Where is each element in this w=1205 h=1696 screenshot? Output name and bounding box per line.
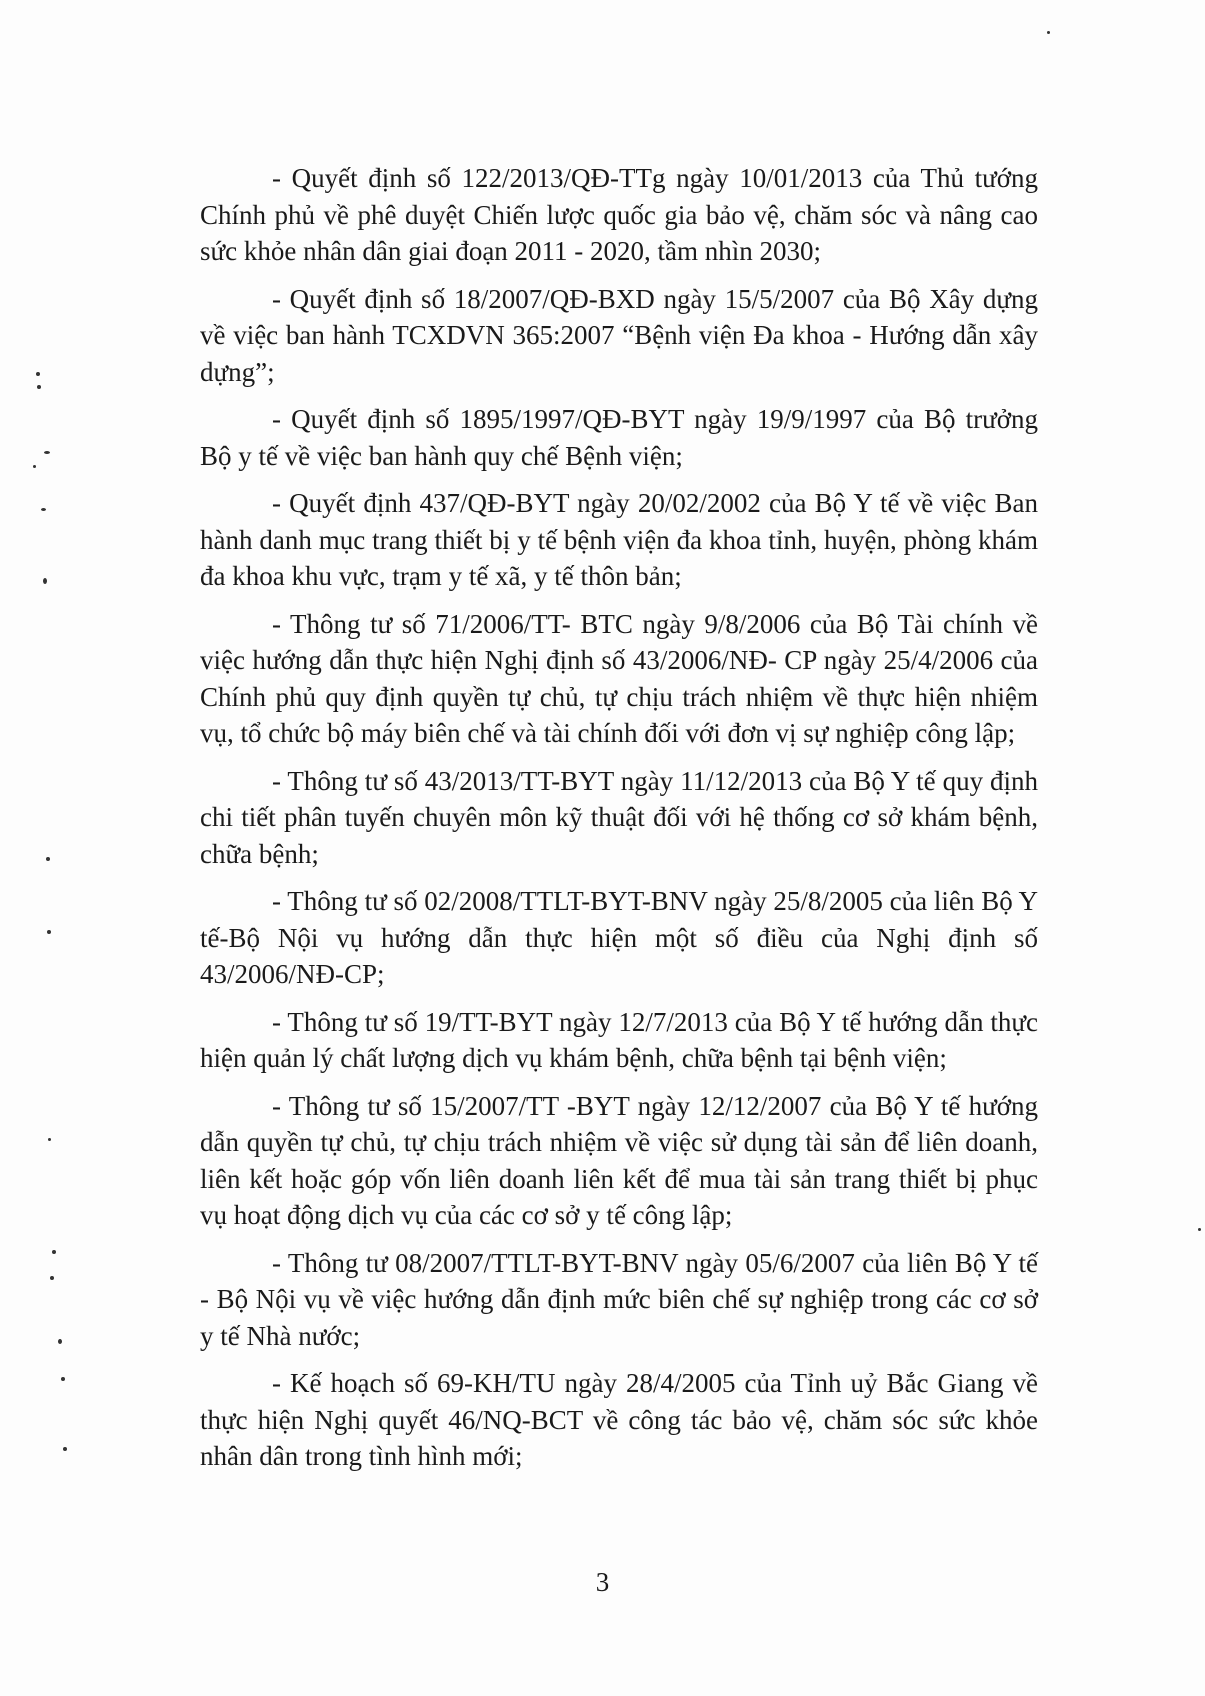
paragraph-tt-19: - Thông tư số 19/TT-BYT ngày 12/7/2013 của Bộ Y tế hướng dẫn thực hiện quản lý chất lượng dịch vụ khám bệnh, chữa bệnh tại bệnh viện; (200, 1006, 1038, 1073)
scan-speck (36, 372, 40, 376)
paragraph-tt-15-2007: - Thông tư số 15/2007/TT -BYT ngày 12/12/2007 của Bộ Y tế hướng dẫn quyền tự chủ, tự chịu trách nhiệm về việc sử dụng tài sản để liên doanh, liên kết hoặc góp vốn liên doanh liên kết để mua tài sản trang thiết bị phục vụ hoạt động dịch vụ của các cơ sở y tế công lập; (200, 1090, 1038, 1230)
scan-speck (37, 385, 41, 389)
scan-speck (61, 1377, 65, 1381)
scan-speck (63, 1447, 67, 1451)
paragraph-qd-437: - Quyết định 437/QĐ-BYT ngày 20/02/2002 của Bộ Y tế về việc Ban hành danh mục trang thiết bị y tế bệnh viện đa khoa tỉnh, huyện, phòng khám đa khoa khu vực, trạm y tế xã, y tế thôn bản; (200, 488, 1038, 591)
scan-speck (1198, 1228, 1201, 1231)
paragraph-qd-18-2007: - Quyết định số 18/2007/QĐ-BXD ngày 15/5/2007 của Bộ Xây dựng về việc ban hành TCXDVN 365:2007 “Bệnh viện Đa khoa - Hướng dẫn xây dựng”; (200, 283, 1038, 387)
scan-speck (47, 930, 51, 934)
paragraph-qd-1895-1997: - Quyết định số 1895/1997/QĐ-BYT ngày 19/9/1997 của Bộ trưởng Bộ y tế về việc ban hành quy chế Bệnh viện; (200, 404, 1038, 471)
scan-speck (44, 451, 50, 454)
paragraph-tt-43-2013: - Thông tư số 43/2013/TT-BYT ngày 11/12/2013 của Bộ Y tế quy định chi tiết phân tuyến chuyên môn kỹ thuật đối với hệ thống cơ sở khám bệnh, chữa bệnh; (200, 765, 1038, 869)
page-number: 3 (595, 1567, 610, 1597)
paragraph-qd-122-2013: - Quyết định số 122/2013/QĐ-TTg ngày 10/01/2013 của Thủ tướng Chính phủ về phê duyệt Chiến lược quốc gia bảo vệ, chăm sóc và nâng cao sức khỏe nhân dân giai đoạn 2011 - 2020, tầm nhìn 2030; (200, 163, 1038, 266)
scan-speck (48, 1138, 51, 1141)
scan-speck (58, 1339, 62, 1344)
scan-speck (1047, 31, 1050, 34)
scan-speck (46, 857, 50, 861)
paragraph-tt-02-2008: - Thông tư số 02/2008/TTLT-BYT-BNV ngày 25/8/2005 của liên Bộ Y tế-Bộ Nội vụ hướng dẫn thực hiện một số điều của Nghị định số 43/2006/NĐ-CP; (200, 886, 1038, 989)
scan-speck (43, 578, 47, 584)
paragraph-tt-71-2006: - Thông tư số 71/2006/TT- BTC ngày 9/8/2006 của Bộ Tài chính về việc hướng dẫn thực hiện Nghị định số 43/2006/NĐ- CP ngày 25/4/2006 của Chính phủ quy định quyền tự chủ, tự chịu trách nhiệm về thực hiện nhiệm vụ, tổ chức bộ máy biên chế và tài chính đối với đơn vị sự nghiệp công lập; (200, 608, 1038, 748)
scan-speck (52, 1250, 56, 1254)
scan-speck (41, 508, 46, 511)
document-body (200, 160, 1038, 1486)
paragraph-kh-69: - Kế hoạch số 69-KH/TU ngày 28/4/2005 của Tỉnh uỷ Bắc Giang về thực hiện Nghị quyết 46/NQ-BCT về công tác bảo vệ, chăm sóc sức khỏe nhân dân trong tình hình mới; (200, 1368, 1038, 1471)
scan-speck (50, 1276, 54, 1280)
scan-speck (33, 465, 36, 468)
paragraph-tt-08-2007: - Thông tư 08/2007/TTLT-BYT-BNV ngày 05/6/2007 của liên Bộ Y tế - Bộ Nội vụ về việc hướng dẫn định mức biên chế sự nghiệp trong các cơ sở y tế Nhà nước; (200, 1247, 1038, 1351)
